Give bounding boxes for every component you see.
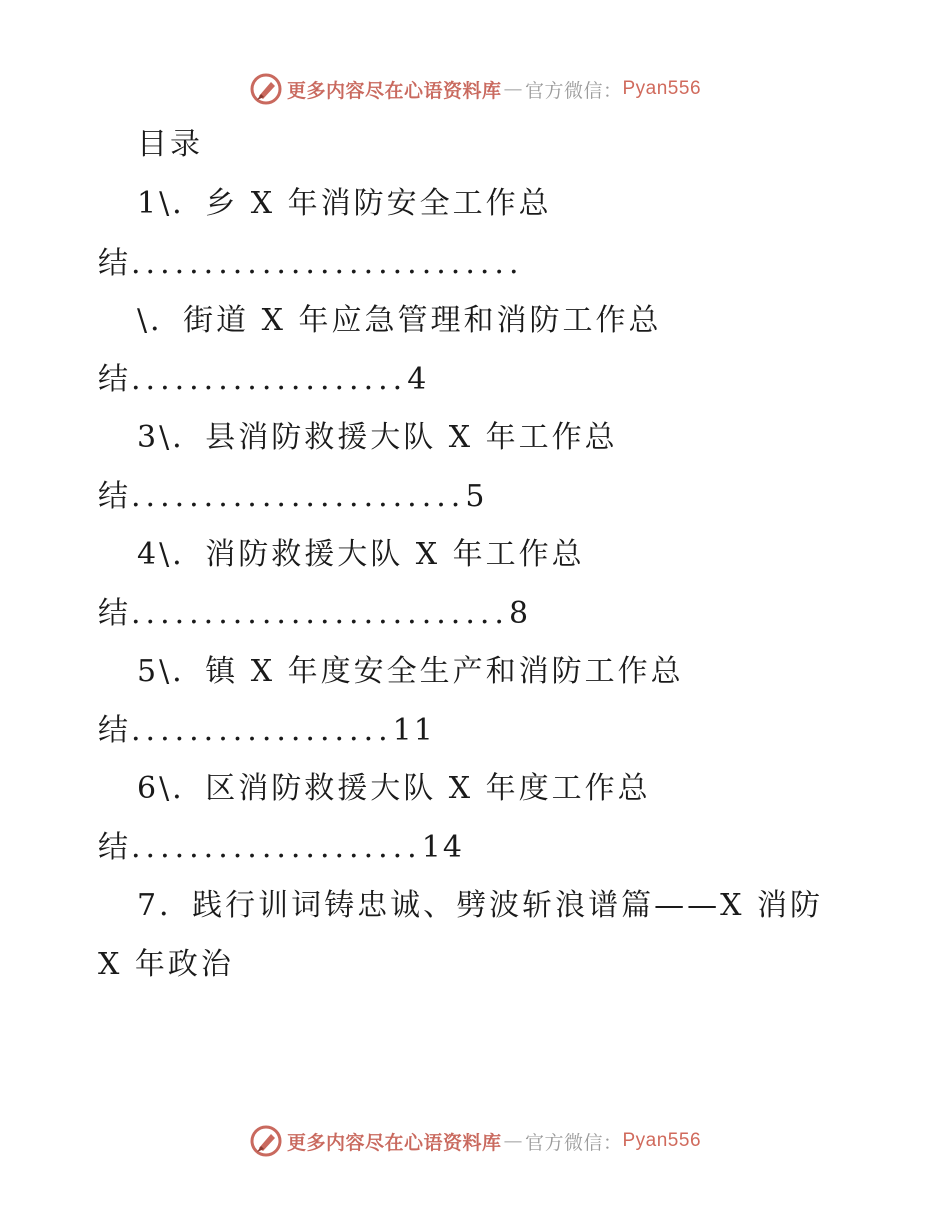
toc-entry-6-suffix: 结 [98,830,131,865]
toc-entry-3-dots: ....................... [131,479,466,514]
watermark-dash: — [503,78,523,100]
toc-entry-5-dots: .................. [131,713,393,748]
watermark-account: Pyan556 [622,78,702,99]
toc-entry-4-title[interactable]: 4\．消防救援大队 X 年工作总 [137,537,585,572]
footer-watermark [0,1124,950,1158]
toc-entry-2-suffix: 结 [98,362,131,397]
toc-entry-2-dots: ................... [131,362,408,397]
toc-entry-4-page: 8 [508,596,531,631]
watermark-official-label: 官方微信： [524,1131,623,1154]
toc-entry-7-suffix: X 年政治 [98,947,234,982]
toc-entry-7-title[interactable]: 7．践行训词铸忠诚、劈波斩浪谱篇——X 消防 [137,888,823,923]
watermark-dash: — [503,1130,523,1152]
toc-entry-6-leader[interactable] [98,828,464,868]
toc-entry-4-dots: .......................... [131,596,509,631]
toc-entry-1-suffix: 结 [98,246,131,281]
toc-entry-1-title[interactable]: 1\．乡 X 年消防安全工作总 [137,186,552,221]
toc-entry-5-title[interactable]: 5\．镇 X 年度安全生产和消防工作总 [137,654,684,689]
toc-entry-4-leader[interactable] [98,594,530,634]
pen-logo-icon [249,1124,283,1158]
toc-entry-4-suffix: 结 [98,596,131,631]
toc-entry-2-leader[interactable] [98,360,428,400]
toc-entry-3-leader[interactable] [98,477,486,517]
toc-entry-7-continuation[interactable] [98,945,234,985]
toc-entry-1-dots: ........................... [131,246,524,281]
toc-entry-5-suffix: 结 [98,713,131,748]
toc-entry-6-dots: .................... [131,830,422,865]
toc-entry-5-leader[interactable] [98,711,435,751]
toc-entry-3-page: 5 [465,479,487,514]
toc-entry-2-page: 4 [407,362,429,397]
toc-entry-5-page: 11 [392,713,435,748]
toc-entry-2-title[interactable]: \．街道 X 年应急管理和消防工作总 [137,303,662,338]
watermark-official-label: 官方微信： [524,79,623,102]
watermark-account: Pyan556 [622,1130,702,1151]
toc-entry-6-title[interactable]: 6\．区消防救援大队 X 年度工作总 [137,771,651,806]
pen-logo-icon [249,72,283,106]
toc-entry-3-suffix: 结 [98,479,131,514]
header-watermark [0,72,950,106]
watermark-text: 更多内容尽在心语资料库 [286,79,502,102]
toc-title: 目录 [137,127,203,162]
toc-entry-1-leader[interactable] [98,244,523,284]
toc-entry-6-page: 14 [421,830,464,865]
watermark-text: 更多内容尽在心语资料库 [286,1131,502,1154]
toc-entry-3-title[interactable]: 3\．县消防救援大队 X 年工作总 [137,420,618,455]
